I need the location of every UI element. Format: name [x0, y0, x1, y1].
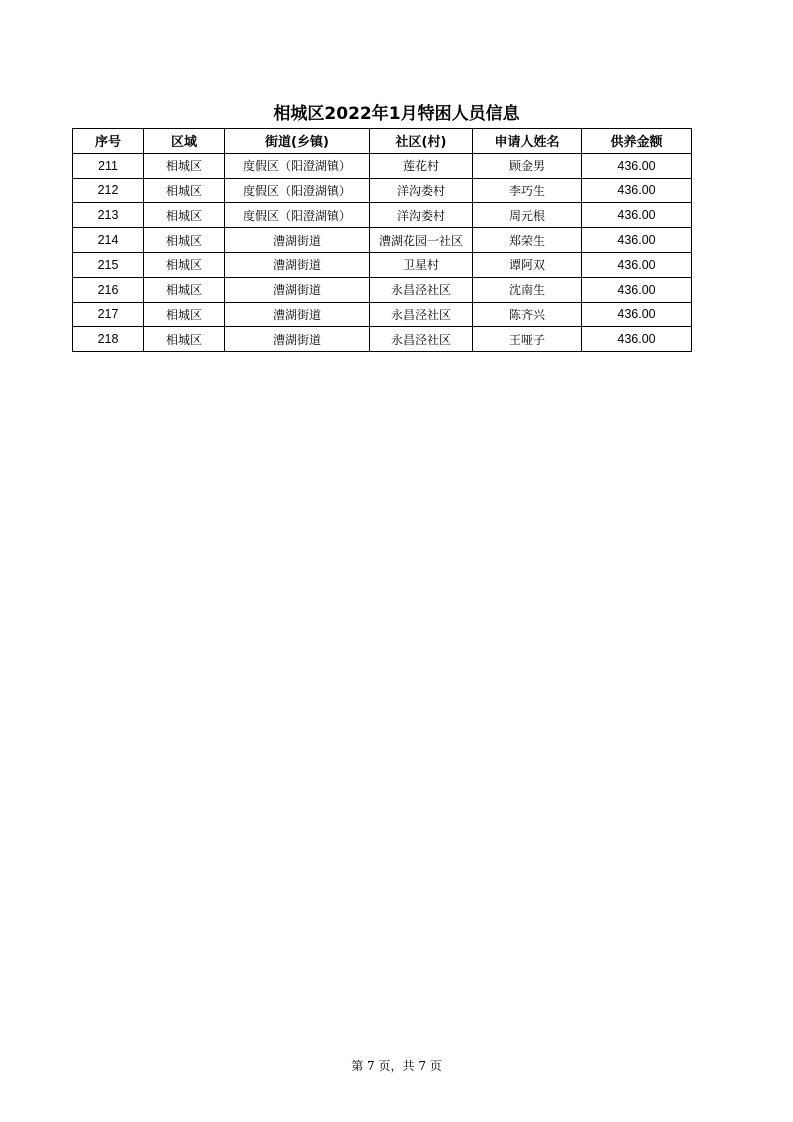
cell-street: 漕湖街道: [225, 327, 370, 352]
table-row: [73, 302, 692, 327]
cell-amount: 436.00: [582, 178, 692, 203]
cell-index: 211: [73, 153, 144, 178]
cell-applicant-name: 周元根: [473, 203, 582, 228]
header-applicant-name: 申请人姓名: [473, 129, 582, 154]
cell-index: 218: [73, 327, 144, 352]
cell-applicant-name: 李巧生: [473, 178, 582, 203]
table-row: [73, 153, 692, 178]
cell-applicant-name: 郑荣生: [473, 228, 582, 253]
cell-index: 213: [73, 203, 144, 228]
cell-district: 相城区: [144, 277, 225, 302]
cell-amount: 436.00: [582, 277, 692, 302]
table-row: [73, 228, 692, 253]
cell-amount: 436.00: [582, 153, 692, 178]
cell-applicant-name: 王哑子: [473, 327, 582, 352]
cell-district: 相城区: [144, 252, 225, 277]
header-row: [73, 129, 692, 154]
cell-amount: 436.00: [582, 252, 692, 277]
cell-amount: 436.00: [582, 203, 692, 228]
header-district: 区域: [144, 129, 225, 154]
cell-applicant-name: 顾金男: [473, 153, 582, 178]
cell-community: 永昌泾社区: [370, 277, 473, 302]
page-title: 相城区2022年1月特困人员信息: [273, 104, 520, 124]
data-table: [72, 128, 692, 352]
header-index: 序号: [73, 129, 144, 154]
cell-community: 永昌泾社区: [370, 327, 473, 352]
cell-index: 214: [73, 228, 144, 253]
table-row: [73, 252, 692, 277]
cell-index: 212: [73, 178, 144, 203]
table-row: [73, 203, 692, 228]
cell-community: 莲花村: [370, 153, 473, 178]
cell-district: 相城区: [144, 327, 225, 352]
cell-street: 度假区（阳澄湖镇）: [225, 178, 370, 203]
cell-index: 217: [73, 302, 144, 327]
cell-street: 漕湖街道: [225, 277, 370, 302]
cell-index: 216: [73, 277, 144, 302]
cell-street: 漕湖街道: [225, 302, 370, 327]
cell-street: 漕湖街道: [225, 228, 370, 253]
cell-community: 漕湖花园一社区: [370, 228, 473, 253]
cell-district: 相城区: [144, 302, 225, 327]
table-row: [73, 327, 692, 352]
page-footer: 第 7 页，共 7 页: [351, 1059, 442, 1073]
header-street: 街道(乡镇): [225, 129, 370, 154]
cell-district: 相城区: [144, 153, 225, 178]
cell-amount: 436.00: [582, 327, 692, 352]
cell-applicant-name: 谭阿双: [473, 252, 582, 277]
header-amount: 供养金额: [582, 129, 692, 154]
cell-district: 相城区: [144, 203, 225, 228]
cell-amount: 436.00: [582, 302, 692, 327]
cell-community: 永昌泾社区: [370, 302, 473, 327]
cell-district: 相城区: [144, 228, 225, 253]
cell-street: 度假区（阳澄湖镇）: [225, 203, 370, 228]
cell-index: 215: [73, 252, 144, 277]
cell-applicant-name: 陈齐兴: [473, 302, 582, 327]
cell-amount: 436.00: [582, 228, 692, 253]
cell-applicant-name: 沈南生: [473, 277, 582, 302]
cell-street: 度假区（阳澄湖镇）: [225, 153, 370, 178]
table-row: [73, 178, 692, 203]
table-row: [73, 277, 692, 302]
cell-community: 洋沟娄村: [370, 178, 473, 203]
header-community: 社区(村): [370, 129, 473, 154]
cell-district: 相城区: [144, 178, 225, 203]
cell-community: 卫星村: [370, 252, 473, 277]
cell-community: 洋沟娄村: [370, 203, 473, 228]
cell-street: 漕湖街道: [225, 252, 370, 277]
